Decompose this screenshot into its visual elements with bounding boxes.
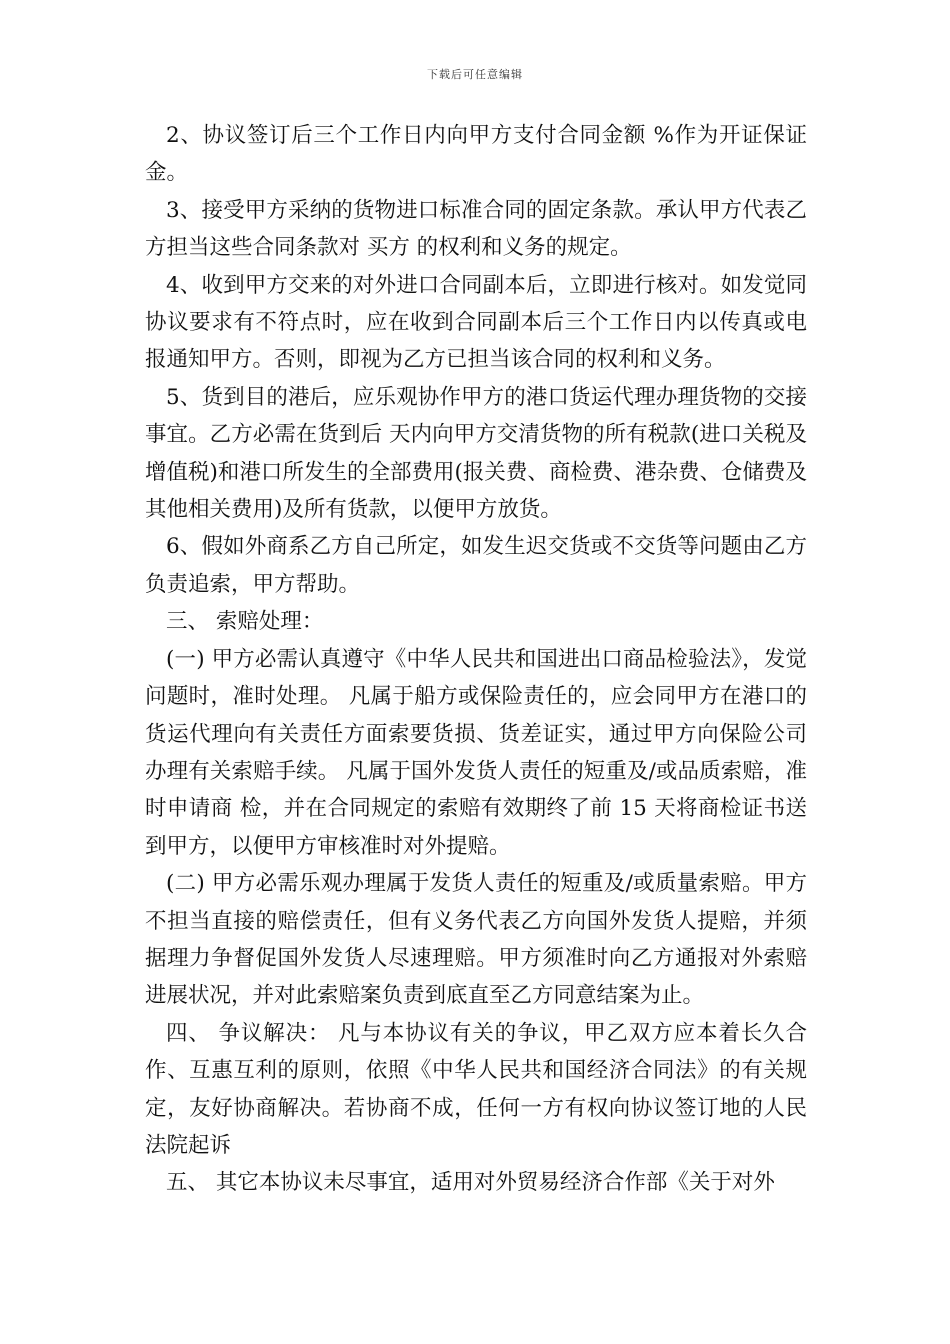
paragraph-item-3: 3、接受甲方采纳的货物进口标准合同的固定条款。承认甲方代表乙方担当这些合同条款对 买方 的权利和义务的规定。 (145, 197, 807, 261)
paragraph-item-2: 2、协议签订后三个工作日内向甲方支付合同金额 %作为开证保证金。 (145, 123, 807, 186)
paragraph-claims-1: (一) 甲方必需认真遵守《中华人民共和国进出口商品检验法》，发觉问题时，准时处理。 凡属于船方或保险责任的，应会同甲方在港口的货运代理向有关责任方面索要货损、货差证实，通过甲方向保险公司办理有关索赔手续。 凡属于国外发货人责任的短重及/或品质索赔，准时申请商 检，并在合同规定的索赔有效期终了前 15 天将商检证书送到甲方，以便甲方审核准时对外提赔。 (145, 646, 807, 859)
section-other-matters: 五、 其它本协议未尽事宜，适用对外贸易经济合作部《关于对外 (166, 1170, 775, 1196)
paragraph-claims-2: (二) 甲方必需乐观办理属于发货人责任的短重及/或质量索赔。甲方不担当直接的赔偿责任，但有义务代表乙方向国外发货人提赔，并须据理力争督促国外发货人尽速理赔。甲方须准时向乙方通报对外索赔进展状况，并对此索赔案负责到底直至乙方同意结案为止。 (145, 871, 807, 1009)
section-heading-claims: 三、 索赔处理： (166, 609, 324, 635)
paragraph-item-5: 5、货到目的港后，应乐观协作甲方的港口货运代理办理货物的交接事宜。乙方必需在货到后 天内向甲方交清货物的所有税款(进口关税及增值税)和港口所发生的全部费用(报关费、商检费、港杂费、仓储费及其他相关费用)及所有货款，以便甲方放货。 (145, 384, 807, 523)
paragraph-item-6: 6、假如外商系乙方自己所定，如发生迟交货或不交货等问题由乙方负责追索，甲方帮助。 (145, 534, 807, 597)
document-body (145, 117, 807, 1202)
paragraph-item-4: 4、收到甲方交来的对外进口合同副本后，立即进行核对。如发觉同协议要求有不符点时，应在收到合同副本后三个工作日内以传真或电报通知甲方。否则，即视为乙方已担当该合同的权利和义务。 (145, 272, 807, 373)
page-header: 下载后可任意编辑 (427, 68, 523, 81)
section-dispute-resolution: 四、 争议解决： 凡与本协议有关的争议，甲乙双方应本着长久合作、互惠互利的原则，依照《中华人民共和国经济合同法》的有关规定，友好协商解决。若协商不成，任何一方有权向协议签订地的人民法院起诉 (145, 1020, 807, 1158)
